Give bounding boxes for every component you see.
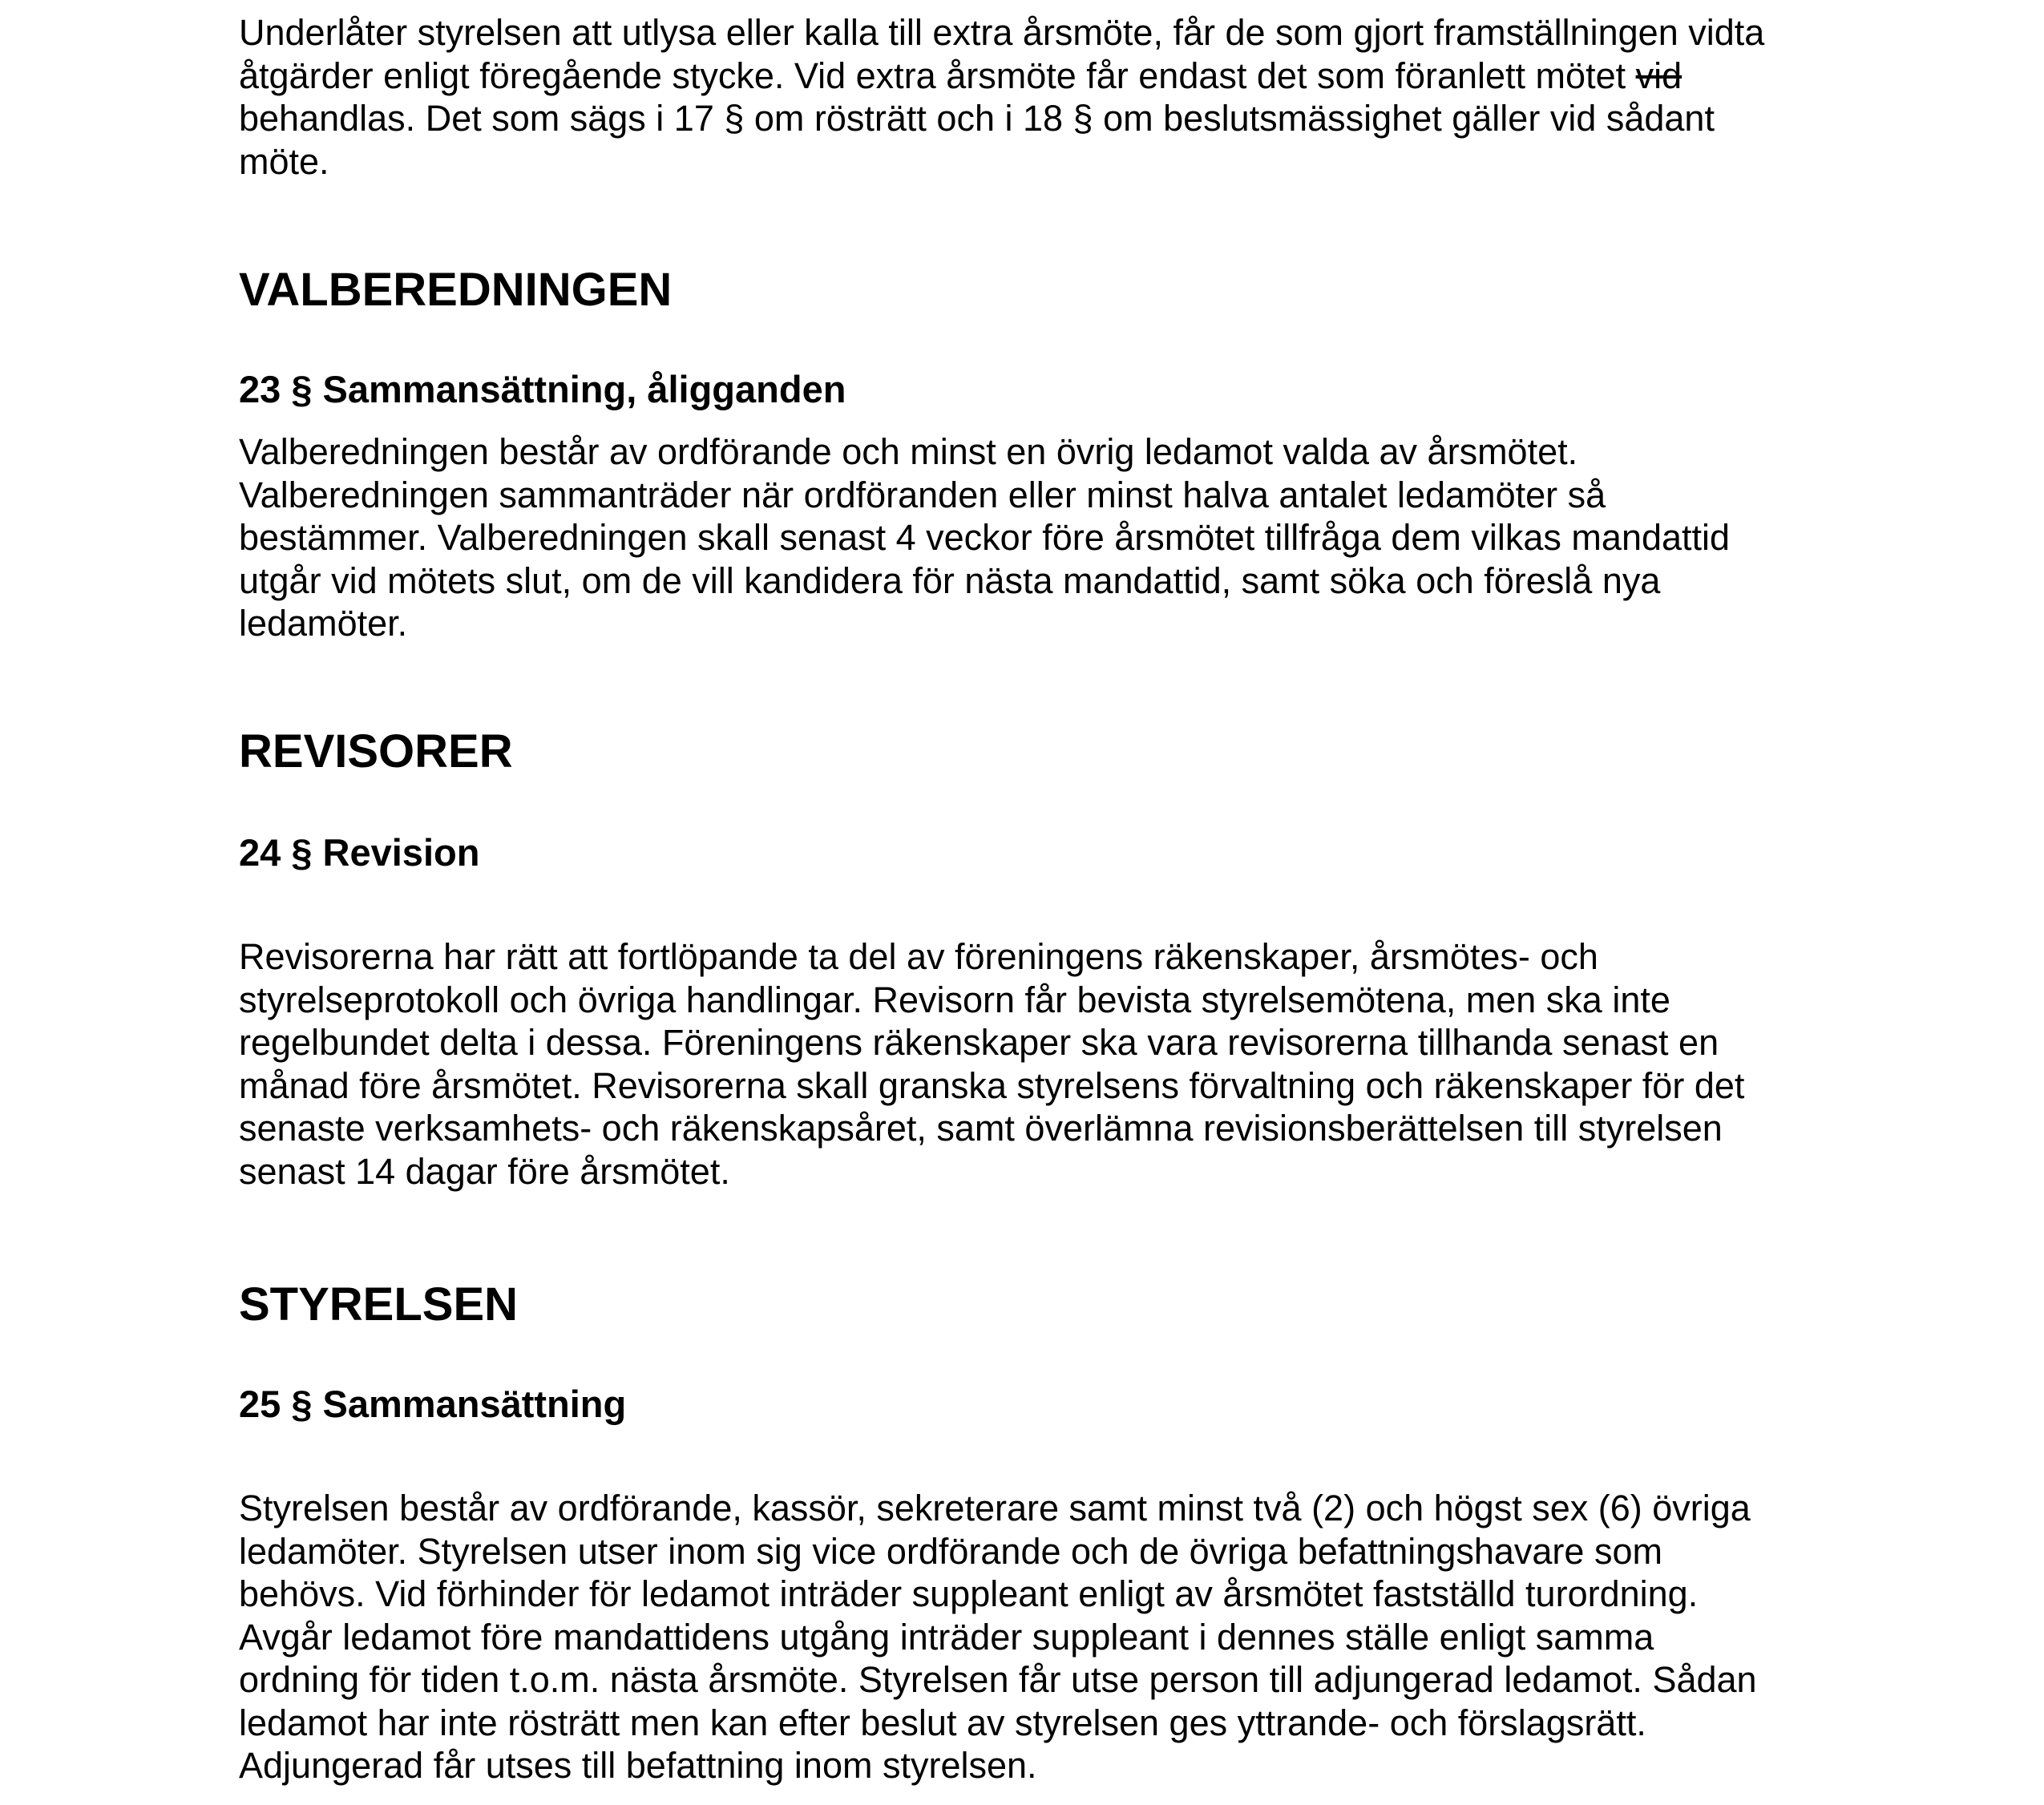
paragraph-line: Revisorerna har rätt att fortlöpande ta del av föreningens räkenskaper, årsmötes- och xyxy=(239,936,1598,977)
section-paragraph-revisorer xyxy=(239,935,1834,1193)
section-paragraph-styrelsen xyxy=(239,1487,1834,1787)
paragraph-line: ledamot har inte rösträtt men kan efter beslut av styrelsen ges yttrande- och förslagsrätt. xyxy=(239,1702,1646,1743)
paragraph-line: månad före årsmötet. Revisorerna skall granska styrelsens förvaltning och räkenskaper för det xyxy=(239,1064,1745,1106)
paragraph-line: Adjungerad får utses till befattning inom styrelsen. xyxy=(239,1745,1037,1786)
subsection-heading-24: 24 § Revision xyxy=(239,831,480,874)
struck-text: vid xyxy=(1635,55,1682,96)
section-heading-styrelsen: STYRELSEN xyxy=(239,1278,519,1331)
paragraph-line: senast 14 dagar före årsmötet. xyxy=(239,1150,730,1192)
section-heading-revisorer: REVISORER xyxy=(239,725,513,777)
section-paragraph-valberedningen xyxy=(239,430,1834,645)
paragraph-line: Styrelsen består av ordförande, kassör, sekreterare samt minst två (2) och högst sex (6) övriga xyxy=(239,1488,1751,1528)
paragraph-line: ordning för tiden t.o.m. nästa årsmöte. Styrelsen får utse person till adjungerad ledamot. Sådan xyxy=(239,1659,1757,1700)
paragraph-line: ledamöter. Styrelsen utser inom sig vice ordförande och de övriga befattningshavare som xyxy=(239,1530,1662,1572)
intro-paragraph xyxy=(239,11,1834,183)
paragraph-line: möte. xyxy=(239,140,329,182)
section-heading-valberedningen: VALBEREDNINGEN xyxy=(239,264,673,316)
paragraph-line: Avgår ledamot före mandattidens utgång inträder suppleant i dennes ställe enligt samma xyxy=(239,1616,1654,1658)
paragraph-line: styrelseprotokoll och övriga handlingar. Revisorn får bevista styrelsemötena, men ska inte xyxy=(239,979,1670,1020)
paragraph-line: utgår vid mötets slut, om de vill kandidera för nästa mandattid, samt söka och föreslå nya xyxy=(239,559,1661,601)
paragraph-line: Underlåter styrelsen att utlysa eller kalla till extra årsmöte, får de som gjort framställningen vidta xyxy=(239,12,1765,53)
paragraph-line: behövs. Vid förhinder för ledamot inträder suppleant enligt av årsmötet fastställd turordning. xyxy=(239,1573,1699,1614)
paragraph-line: ledamöter. xyxy=(239,603,408,644)
paragraph-line: bestämmer. Valberedningen skall senast 4 veckor före årsmötet tillfråga dem vilkas mandattid xyxy=(239,517,1731,558)
paragraph-line: Valberedningen består av ordförande och minst en övrig ledamot valda av årsmötet. xyxy=(239,431,1578,472)
subsection-heading-23: 23 § Sammansättning, åligganden xyxy=(239,368,846,410)
paragraph-line: behandlas. Det som sägs i 17 § om rösträtt och i 18 § om beslutsmässighet gäller vid sådant xyxy=(239,98,1715,139)
paragraph-line: Valberedningen sammanträder när ordföranden eller minst halva antalet ledamöter så xyxy=(239,474,1606,515)
paragraph-line: regelbundet delta i dessa. Föreningens räkenskaper ska vara revisorerna tillhanda senast en xyxy=(239,1022,1719,1063)
paragraph-line: senaste verksamhets- och räkenskapsåret, samt överlämna revisionsberättelsen till styrelsen xyxy=(239,1108,1723,1149)
paragraph-line: åtgärder enligt föregående stycke. Vid extra årsmöte får endast det som föranlett mötet vid xyxy=(239,55,1682,96)
subsection-heading-25: 25 § Sammansättning xyxy=(239,1383,627,1425)
